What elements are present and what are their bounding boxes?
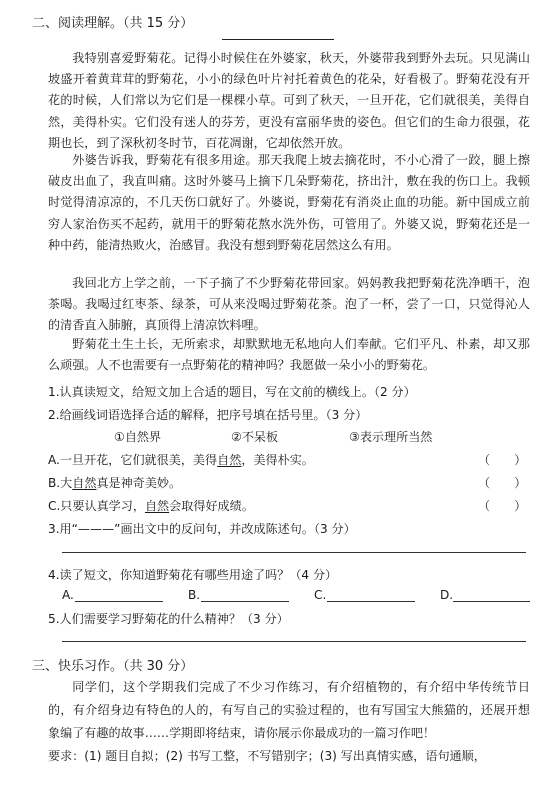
question-1: 1.认真读短文，给短文加上合适的题目，写在文前的横线上。（2 分） (48, 385, 416, 399)
passage-paragraph-2: 外婆告诉我，野菊花有很多用途。那天我爬上坡去摘花时，不小心滑了一跤，腿上擦破皮出血了，我直叫痛。这时外婆马上摘下几朵野菊花，挤出汁，敷在我的伤口上。我顿时觉得清凉凉的，不几天伤口就好了。外婆说，野菊花有消炎止血的功能。新中国成立前穷人家治伤买不起药，就用干的野菊花熬水洗外伤，可管用了。外婆又说，野菊花还是一种中药，能清热败火，治感冒。我没有想到野菊花居然这么有用。 (48, 153, 530, 252)
q5-answer-line[interactable] (62, 641, 526, 642)
passage-paragraph-4: 野菊花土生土长，无所索求，却默默地无私地向人们奉献。它们平凡、朴素，却又那么顽强。人不也需要有一点野菊花的精神吗？我愿做一朵小小的野菊花。 (48, 337, 530, 373)
q3-answer-line[interactable] (62, 552, 526, 553)
q2-item-text: B.大 (48, 476, 73, 490)
q2-item-text: 真是神奇美妙。 (96, 476, 182, 490)
question-2: 2.给画线词语选择合适的解释，把序号填在括号里。（3 分） (48, 408, 368, 422)
passage-paragraph-1: 我特别喜爱野菊花。记得小时候住在外婆家，秋天，外婆带我到野外去玩。只见满山坡盛开着黄茸茸的野菊花，小小的绿色叶片衬托着黄色的花朵，好看极了。野菊花没有开花的时候，人们常以为它们是一棵棵小草。可到了秋天，一旦开花，它们就很美，美得自然，美得朴实。它们没有迷人的芬芳，更没有富丽华贵的姿色。但它们的生命力很强，花期也长，到了深秋初冬时节，百花凋谢，它却依然开放。 (48, 51, 530, 150)
q2-item-text: ，美得朴实。 (241, 453, 314, 467)
q4-blank-b[interactable] (201, 601, 289, 602)
q2-item-text: 会取得好成绩。 (169, 499, 254, 513)
q4-blank-d[interactable] (453, 601, 530, 602)
underlined-word: 自然 (144, 499, 170, 513)
section-3-title: 三、快乐习作。（共 30 分） (32, 659, 194, 674)
q2-option-2: ②不呆板 (231, 430, 279, 444)
composition-intro: 同学们，这个学期我们完成了不少习作练习，有介绍植物的，有介绍中华传统节日的，有介绍身边有特色的人的，有写自己的实验过程的，也有写国宝大熊猫的，还展开想象编了有趣的故事……学期即将结束，请你展示你最成功的一篇习作吧！ (48, 680, 530, 740)
underlined-word: 自然 (217, 453, 242, 467)
composition-requirements: 要求：(1) 题目自拟；(2) 书写工整，不写错别字；(3) 写出真情实感，语句通顺， (48, 749, 486, 763)
answer-parentheses-b[interactable]: （ ） (478, 476, 527, 490)
q2-item-text: C.只要认真学习， (48, 499, 145, 513)
q2-option-1: ①自然界 (114, 430, 162, 444)
q2-item-c (48, 497, 254, 514)
q2-item-a (48, 451, 314, 468)
answer-parentheses-a[interactable]: （ ） (478, 453, 527, 467)
q4-label-c: C. (314, 588, 327, 602)
q2-item-text: A.一旦开花，它们就很美，美得 (48, 453, 218, 467)
passage-paragraph-3: 我回北方上学之前，一下子摘了不少野菊花带回家。妈妈教我把野菊花洗净晒干，泡茶喝。我喝过红枣茶、绿茶，可从来没喝过野菊花茶。泡了一杯，尝了一口，只觉得沁人的清香直入肺腑，真顶得上清凉饮料哩。 (48, 276, 530, 333)
q4-label-a: A. (62, 588, 74, 602)
q2-option-3: ③表示理所当然 (349, 430, 433, 444)
q4-label-b: B. (188, 588, 201, 602)
question-4: 4.读了短文，你知道野菊花有哪些用途了吗？（4 分） (48, 568, 338, 582)
question-5: 5.人们需要学习野菊花的什么精神？（3 分） (48, 612, 289, 626)
q4-label-d: D. (440, 588, 454, 602)
q2-item-b (48, 474, 181, 491)
q4-blank-c[interactable] (327, 601, 415, 602)
q4-blank-a[interactable] (75, 601, 163, 602)
underlined-word: 自然 (72, 476, 97, 490)
section-2-title: 二、阅读理解。（共 15 分） (32, 16, 194, 31)
answer-parentheses-c[interactable]: （ ） (478, 499, 527, 513)
title-blank-line[interactable] (222, 39, 334, 40)
question-3: 3.用“———”画出文中的反问句，并改成陈述句。（3 分） (48, 522, 356, 536)
